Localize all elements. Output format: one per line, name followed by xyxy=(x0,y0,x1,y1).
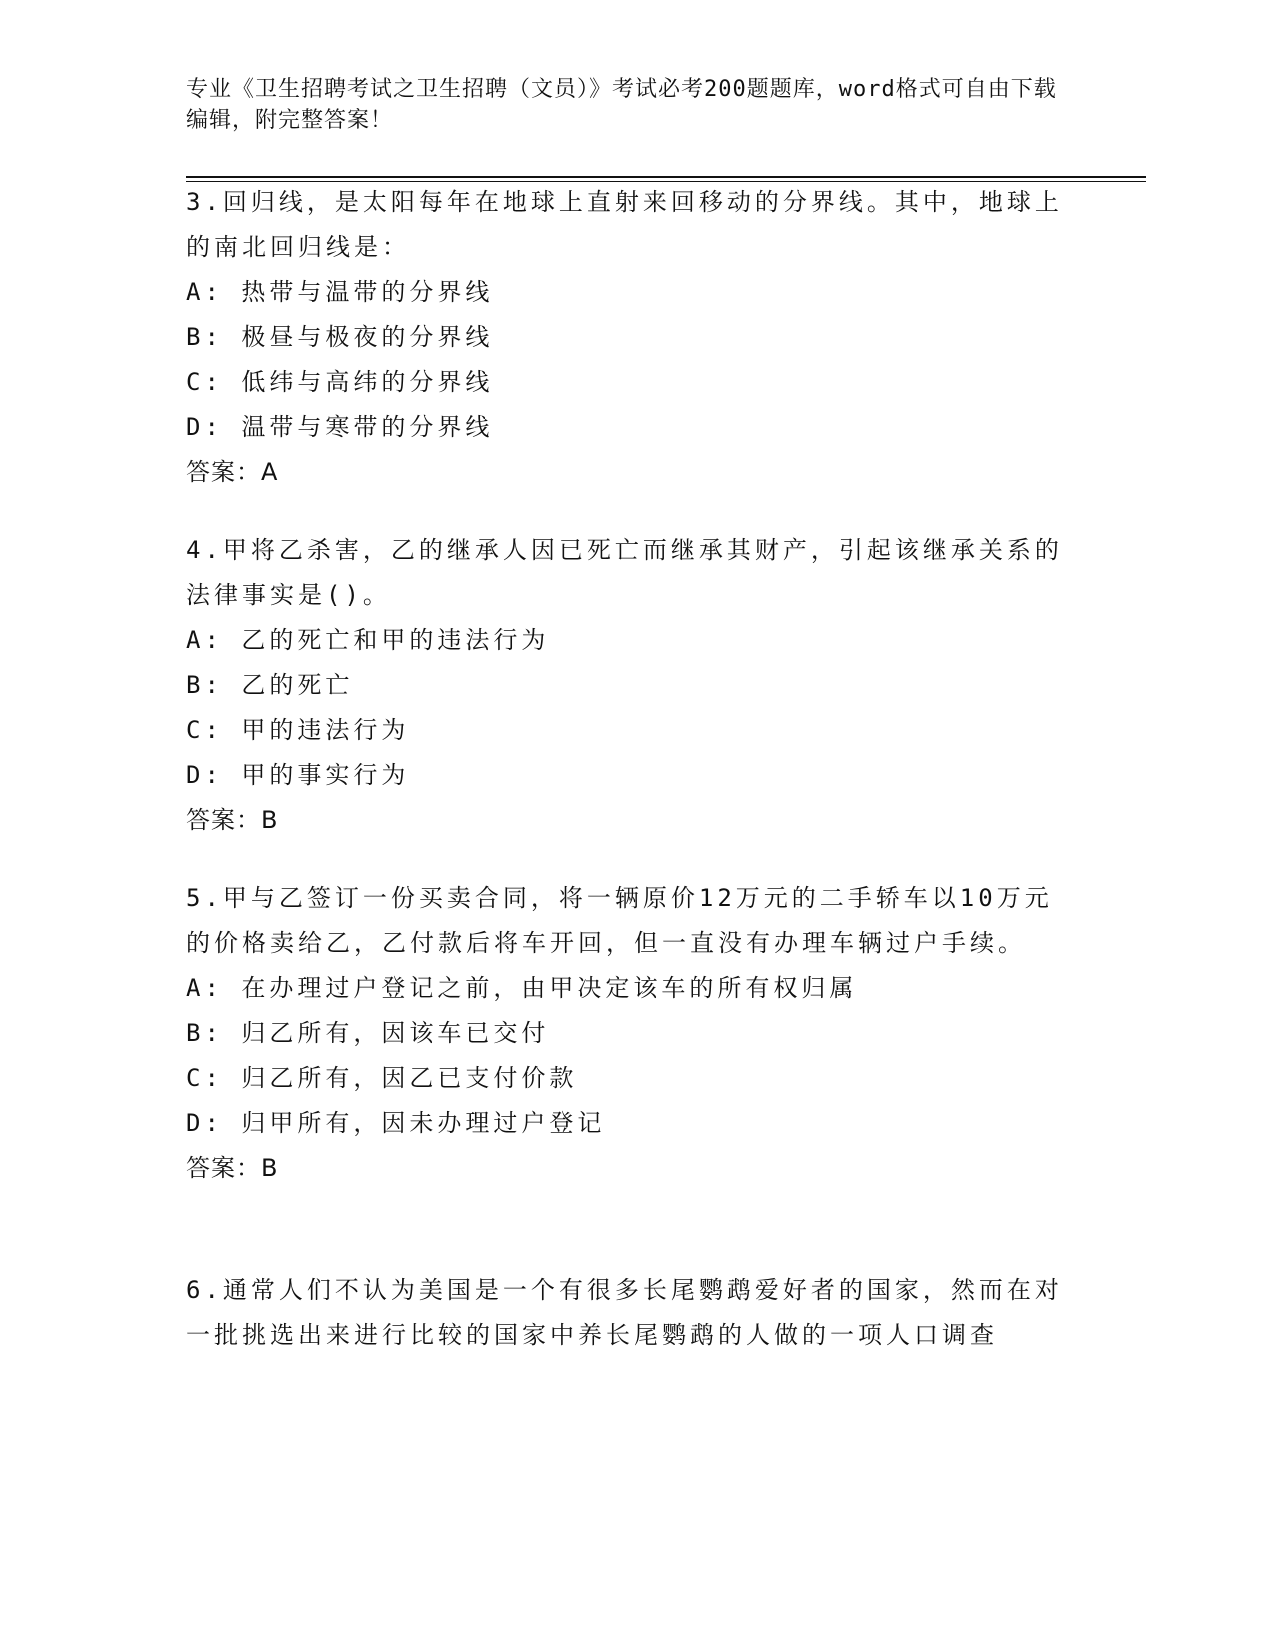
option-c: C: 甲的违法行为 xyxy=(186,716,410,744)
question-5 xyxy=(186,876,1066,1191)
answer-line: 答案：A xyxy=(186,458,279,486)
answer-line: 答案：B xyxy=(186,806,279,834)
option-a: A: 乙的死亡和甲的违法行为 xyxy=(186,626,550,654)
option-b: B: 极昼与极夜的分界线 xyxy=(186,323,494,351)
option-a: A: 热带与温带的分界线 xyxy=(186,278,494,306)
question-stem: 5.甲与乙签订一份买卖合同，将一辆原价12万元的二手轿车以10万元的价格卖给乙，乙付款后将车开回，但一直没有办理车辆过户手续。 xyxy=(186,884,1053,957)
question-stem: 4.甲将乙杀害，乙的继承人因已死亡而继承其财产，引起该继承关系的法律事实是()。 xyxy=(186,536,1063,609)
question-stem: 3.回归线，是太阳每年在地球上直射来回移动的分界线。其中，地球上的南北回归线是： xyxy=(186,188,1063,261)
option-b: B: 归乙所有，因该车已交付 xyxy=(186,1019,550,1047)
option-c: C: 归乙所有，因乙已支付价款 xyxy=(186,1064,578,1092)
question-3 xyxy=(186,180,1066,495)
question-4 xyxy=(186,528,1066,843)
option-d: D: 甲的事实行为 xyxy=(186,761,410,789)
document-header: 专业《卫生招聘考试之卫生招聘（文员）》考试必考200题题库，word格式可自由下载编辑，附完整答案！ xyxy=(186,77,1057,133)
question-6 xyxy=(186,1268,1066,1358)
answer-line: 答案：B xyxy=(186,1154,279,1182)
header-rule-thick xyxy=(186,176,1146,178)
option-d: D: 温带与寒带的分界线 xyxy=(186,413,494,441)
option-d: D: 归甲所有，因未办理过户登记 xyxy=(186,1109,606,1137)
question-stem: 6.通常人们不认为美国是一个有很多长尾鹦鹉爱好者的国家，然而在对一批挑选出来进行比较的国家中养长尾鹦鹉的人做的一项人口调查 xyxy=(186,1276,1063,1349)
option-c: C: 低纬与高纬的分界线 xyxy=(186,368,494,396)
option-a: A: 在办理过户登记之前，由甲决定该车的所有权归属 xyxy=(186,974,858,1002)
option-b: B: 乙的死亡 xyxy=(186,671,354,699)
